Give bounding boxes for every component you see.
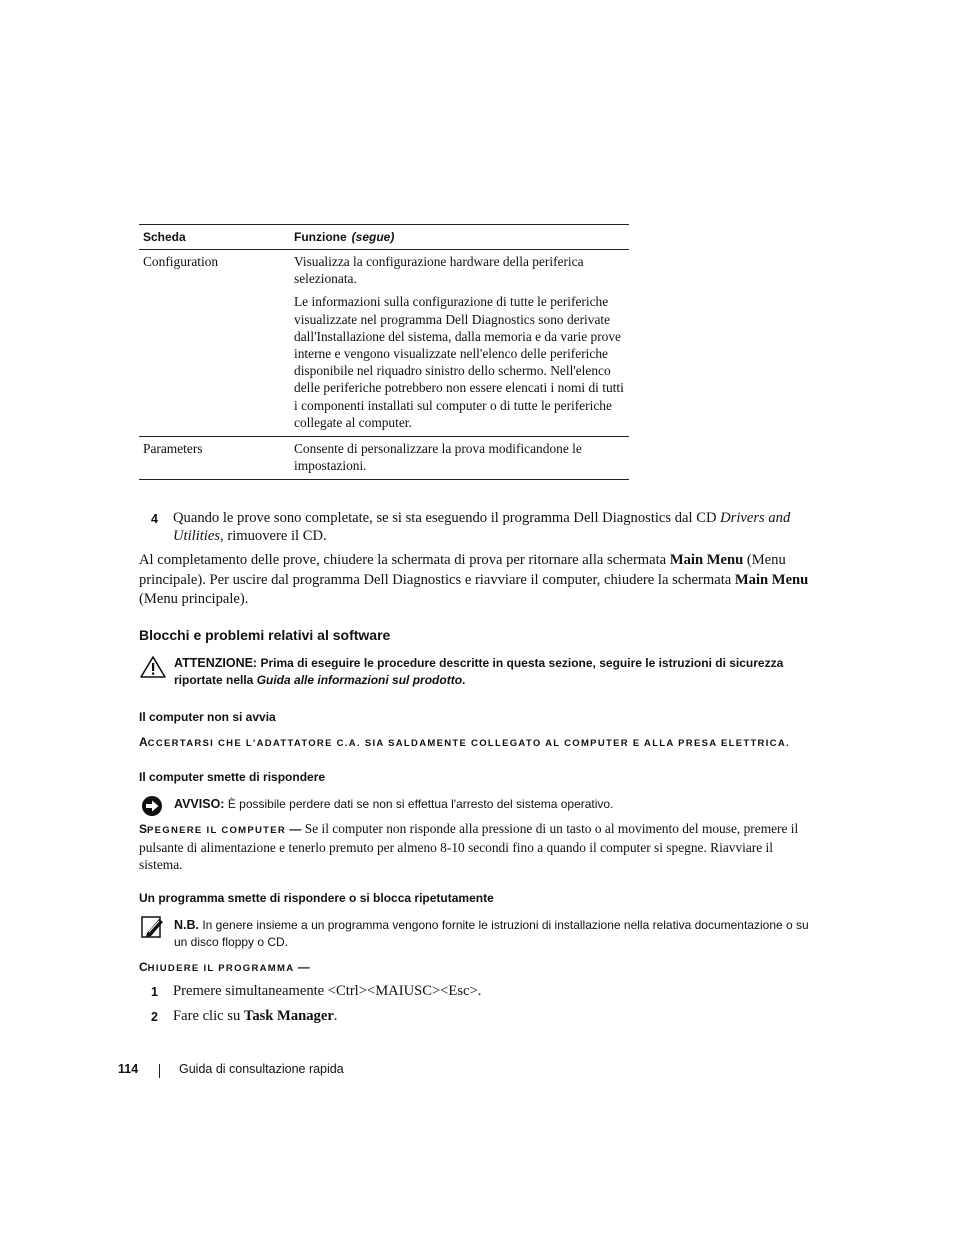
- step-text: Premere simultaneamente <Ctrl><MAIUSC><Esc>.: [173, 983, 482, 999]
- close-program-instruction: [139, 960, 310, 974]
- row-description: [290, 250, 629, 436]
- step-text-a: Quando le prove sono completate, se si sta eseguendo il programma Dell Diagnostics dal CD: [173, 510, 721, 526]
- para-text-d: (Menu principale).: [139, 591, 249, 607]
- step-number: 4: [151, 512, 158, 526]
- header-scheda: Scheda: [143, 230, 186, 244]
- avviso-text: [174, 796, 819, 813]
- caution-text-italic: Guida alle informazioni sul prodotto: [256, 673, 463, 687]
- small-caps-rest: CCERTARSI CHE L'ADATTATORE C.A. SIA SALDAMENTE COLLEGATO AL COMPUTER E ALLA PRESA ELETTRICA.: [147, 738, 790, 749]
- step-number: 1: [151, 985, 158, 999]
- row-tab-name: Parameters: [143, 441, 203, 457]
- check-adapter-instruction: [139, 735, 790, 749]
- footer-title: Guida di consultazione rapida: [179, 1062, 344, 1076]
- em-dash: —: [294, 960, 310, 974]
- subheading-no-start: Il computer non si avvia: [139, 710, 276, 724]
- step-text-b: , rimuovere il CD.: [220, 528, 327, 544]
- step-text: [173, 1007, 813, 1025]
- note-pencil-icon: [139, 915, 167, 939]
- header-funzione-label: Funzione: [294, 230, 347, 244]
- main-menu-term: Main Menu: [669, 552, 744, 568]
- row-description-p1: Visualizza la configurazione hardware della periferica selezionata.: [294, 254, 584, 287]
- table-header: [139, 225, 629, 250]
- spegnere-text: Se il computer non risponde alla pressione di un tasto o al movimento del mouse, premere il pulsante di alimentazione e tenerlo premuto per almeno 8-10 secondi fino a quando il computer si spegne. Riavviare il sistema.: [139, 821, 799, 873]
- em-dash: —: [286, 822, 305, 836]
- main-menu-term: Main Menu: [734, 571, 809, 588]
- warning-triangle-icon: [139, 655, 167, 679]
- spegnere-paragraph: [139, 820, 799, 874]
- note-body: In genere insieme a un programma vengono fornite le istruzioni di installazione nella relativa documentazione o su un disco floppy o CD.: [174, 918, 809, 949]
- step-text-b: .: [333, 1008, 338, 1024]
- task-manager-term: Task Manager: [243, 1008, 334, 1024]
- row-tab-name: Configuration: [143, 254, 219, 269]
- section-heading: Blocchi e problemi relativi al software: [139, 627, 391, 643]
- row-description-p1: Consente di personalizzare la prova modificandone le impostazioni.: [294, 441, 582, 474]
- caution-text: [174, 655, 819, 689]
- small-caps-rest: HIUDERE IL PROGRAMMA: [147, 963, 295, 974]
- step-text: [173, 509, 813, 545]
- header-funzione: [290, 230, 629, 244]
- note-label: N.B.: [174, 918, 199, 932]
- row-description: [290, 437, 629, 479]
- footer-separator: [159, 1064, 160, 1078]
- table-row: [139, 250, 629, 436]
- row-description-p2: Le informazioni sulla configurazione di tutte le periferiche visualizzate nel programma Dell Diagnostics sono derivate dall'Installazione del sistema, dalla memoria e da varie prove interne e vengono visualizzate nell'elenco delle periferiche disponibile nel riquadro sinistro dello schermo. Nell'elenco delle periferiche potrebbero non essere elencati i nomi di tutti i componenti installati sul computer o di tutte le periferiche collegate al computer.: [294, 294, 624, 430]
- header-segue: (segue): [351, 230, 395, 244]
- notice-arrow-icon: [139, 795, 167, 819]
- page-number: 114: [118, 1062, 139, 1076]
- diagnostics-tab-table: [139, 224, 629, 480]
- completion-paragraph: [139, 551, 814, 610]
- subheading-stops-responding: Il computer smette di rispondere: [139, 770, 326, 784]
- small-caps-rest: PEGNERE IL COMPUTER: [147, 825, 287, 836]
- para-text-a: Al completamento delle prove, chiudere la schermata di prova per ritornare alla schermata: [139, 552, 670, 568]
- note-text: [174, 917, 819, 951]
- step-text-a: Fare clic su: [173, 1008, 244, 1024]
- step-text-italic: Drivers and Utilities: [173, 510, 791, 544]
- caution-label: ATTENZIONE:: [174, 656, 258, 670]
- caution-text-a: Prima di eseguire le procedure descritte in questa sezione, seguire le istruzioni di sicurezza riportate nella: [174, 656, 784, 687]
- avviso-label: AVVISO:: [174, 797, 225, 811]
- small-caps-initial: C: [139, 960, 148, 974]
- caution-text-b: .: [462, 673, 466, 687]
- table-row: [139, 436, 629, 479]
- para-text-c: (Menu principale). Per uscire dal programma Dell Diagnostics e riavviare il computer, chiudere la schermata: [139, 552, 786, 588]
- small-caps-initial: S: [139, 822, 148, 836]
- small-caps-initial: A: [139, 735, 148, 749]
- avviso-body: È possibile perdere dati se non si effettua l'arresto del sistema operativo.: [224, 797, 614, 811]
- subheading-program-stops: Un programma smette di rispondere o si blocca ripetutamente: [139, 891, 494, 905]
- step-number: 2: [151, 1010, 158, 1024]
